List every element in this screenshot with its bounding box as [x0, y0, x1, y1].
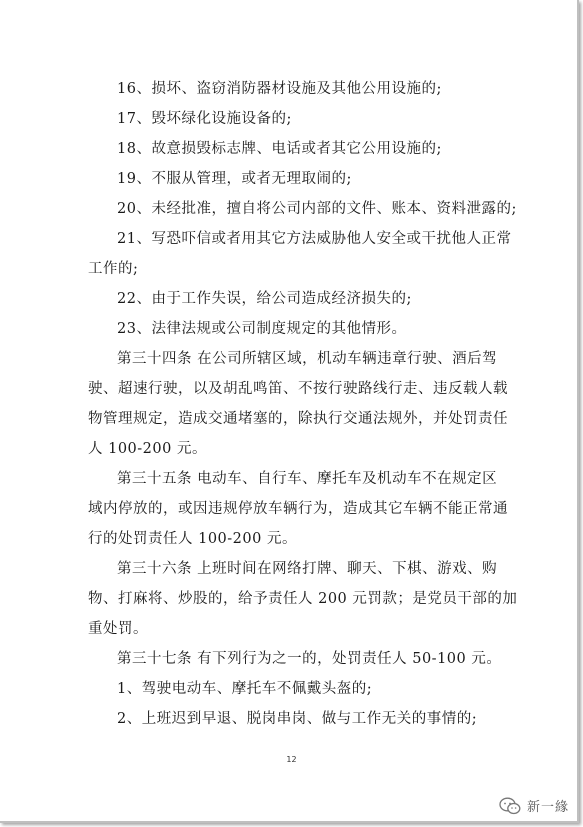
text-line: 第三十七条 有下列行为之一的，处罚责任人 50-100 元。 [117, 651, 502, 667]
document-body [88, 74, 518, 734]
text-line: 1、驾驶电动车、摩托车不佩戴头盔的; [117, 681, 373, 697]
text-line: 2、上班迟到早退、脱岗串岗、做与工作无关的事情的; [117, 711, 478, 727]
text-line: 重处罚。 [88, 621, 148, 637]
text-line: 23、法律法规或公司制度规定的其他情形。 [117, 321, 407, 337]
text-line: 20、未经批准，擅自将公司内部的文件、账本、资料泄露的; [117, 201, 517, 217]
watermark [499, 796, 569, 815]
text-line: 22、由于工作失误，给公司造成经济损失的; [117, 291, 412, 307]
text-line: 工作的; [88, 261, 139, 277]
text-line: 第三十五条 电动车、自行车、摩托车及机动车不在规定区 [117, 471, 498, 487]
text-line: 16、损坏、盗窃消防器材设施及其他公用设施的; [117, 81, 442, 97]
text-line: 第三十六条 上班时间在网络打牌、聊天、下棋、游戏、购 [117, 561, 498, 577]
text-line: 驶、超速行驶，以及胡乱鸣笛、不按行驶路线行走、违反载人载 [88, 381, 508, 397]
text-line: 物管理规定，造成交通堵塞的，除执行交通法规外，并处罚责任 [88, 411, 508, 427]
text-line: 物、打麻将、炒股的，给予责任人 200 元罚款；是党员干部的加 [88, 591, 518, 607]
text-line: 第三十四条 在公司所辖区域，机动车辆违章行驶、酒后驾 [117, 351, 498, 367]
text-line: 行的处罚责任人 100-200 元。 [88, 531, 297, 547]
text-line: 17、毁坏绿化设施设备的; [117, 111, 292, 127]
wechat-icon [499, 797, 521, 815]
page-number: 12 [286, 755, 297, 764]
text-line: 域内停放的，或因违规停放车辆行为，造成其它车辆不能正常通 [88, 501, 508, 517]
watermark-text: 新一緣 [526, 800, 569, 815]
text-line: 21、写恐吓信或者用其它方法威胁他人安全或干扰他人正常 [117, 231, 512, 247]
text-line: 18、故意损毁标志牌、电话或者其它公用设施的; [117, 141, 442, 157]
text-line: 19、不服从管理，或者无理取闹的; [117, 171, 352, 187]
text-line: 人 100-200 元。 [88, 441, 207, 457]
